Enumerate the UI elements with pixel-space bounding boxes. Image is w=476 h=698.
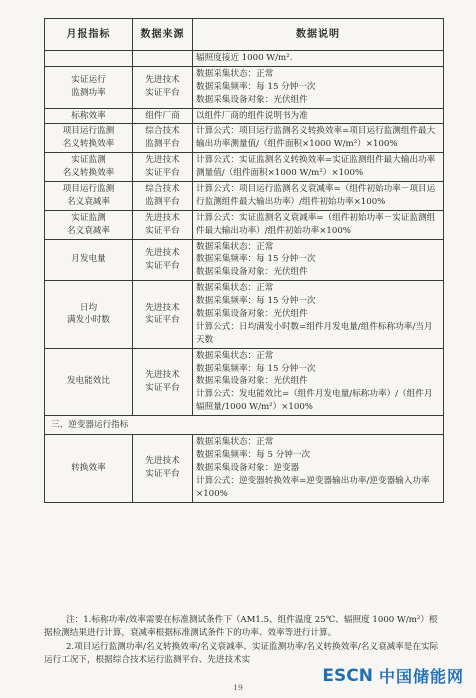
indicator-name-cell bbox=[45, 348, 133, 415]
description-line: 数据采集设备对象：光伏组件 bbox=[196, 309, 308, 320]
table-row bbox=[45, 108, 444, 124]
description-cell bbox=[193, 435, 444, 502]
indicator-name: 满发小时数 bbox=[67, 315, 110, 326]
description-cell bbox=[193, 108, 444, 124]
data-source-cell bbox=[133, 153, 193, 182]
description-line: 计算公式：实证监测名义衰减率=（组件初始功率－实证监测组件最大输出功率）/组件初始功率×100% bbox=[196, 212, 436, 236]
indicator-name-cell bbox=[45, 108, 133, 124]
indicator-name: 监测功率 bbox=[71, 88, 106, 99]
data-source: 监测平台 bbox=[145, 196, 180, 207]
table-row bbox=[45, 182, 444, 211]
indicator-name-cell bbox=[45, 153, 133, 182]
data-source: 实证平台 bbox=[145, 225, 180, 236]
table-row bbox=[45, 435, 444, 502]
description-line: 数据采集状态：正常 bbox=[196, 437, 274, 448]
table-row bbox=[45, 124, 444, 153]
indicator-name-cell bbox=[45, 182, 133, 211]
data-source: 监测平台 bbox=[145, 139, 180, 150]
description-cell bbox=[193, 281, 444, 348]
description-line: 计算公式：实证监测名义转换效率=实证监测组件最大输出功率测量值/（组件面积×1000 W/m²）×100% bbox=[196, 155, 436, 179]
indicator-name: 名义转换效率 bbox=[62, 168, 115, 179]
description-line: 数据采集状态：正常 bbox=[196, 241, 274, 252]
description-line: 以组件厂商的组件说明书为准 bbox=[196, 110, 308, 121]
description-line: 数据采集设备对象：光伏组件 bbox=[196, 94, 308, 105]
description-line: 数据采集设备对象：逆变器 bbox=[196, 462, 300, 473]
description-line: 计算公式：逆变器转换效率=逆变器输出功率/逆变器输入功率×100% bbox=[196, 475, 430, 499]
data-source: 综合技术 bbox=[145, 126, 180, 137]
indicator-name: 发电能效比 bbox=[67, 376, 110, 387]
description-cell: 辐照度接近 1000 W/m². bbox=[193, 51, 444, 67]
indicator-name-cell bbox=[45, 66, 133, 108]
description-line: 计算公式：发电能效比=（组件月发电量/标称功率）/（组件月辐照量/1000 W/m²）×100% bbox=[196, 389, 433, 413]
data-source: 先进技术 bbox=[145, 155, 180, 166]
data-source-cell bbox=[133, 66, 193, 108]
data-source-cell bbox=[133, 435, 193, 502]
header-source: 数据来源 bbox=[133, 19, 193, 51]
table-row-fragment bbox=[45, 51, 444, 67]
data-source: 实证平台 bbox=[145, 168, 180, 179]
data-source: 组件厂商 bbox=[145, 110, 180, 121]
description-line: 数据采集设备对象：光伏组件 bbox=[196, 267, 308, 278]
description-line: 计算公式：日均满发小时数=组件月发电量/组件标称功率/当月天数 bbox=[196, 321, 433, 345]
indicator-name: 名义衰减率 bbox=[67, 225, 110, 236]
indicator-name-cell bbox=[45, 124, 133, 153]
table-row bbox=[45, 210, 444, 239]
indicator-name: 名义衰减率 bbox=[67, 196, 110, 207]
description-line: 数据采集频率：每 5 分钟一次 bbox=[196, 450, 311, 461]
data-source: 先进技术 bbox=[145, 248, 180, 259]
watermark-chinese: 中国储能网 bbox=[378, 667, 464, 686]
data-source-cell bbox=[133, 210, 193, 239]
data-source: 实证平台 bbox=[145, 260, 180, 271]
description-line: 数据采集状态：正常 bbox=[196, 68, 274, 79]
description-line: 计算公式：项目运行监测名义衰减率=（组件初始功率－项目运行监测组件最大输出功率）/组件初始功率×100% bbox=[196, 184, 436, 207]
data-source: 综合技术 bbox=[145, 184, 180, 195]
table-row bbox=[45, 66, 444, 108]
indicator-name: 项目运行监测 bbox=[62, 184, 115, 195]
header-description: 数据说明 bbox=[193, 19, 444, 51]
data-source: 实证平台 bbox=[145, 382, 180, 393]
description-line: 数据采集设备对象：光伏组件 bbox=[196, 376, 308, 387]
table-row bbox=[45, 281, 444, 348]
watermark-logo bbox=[320, 664, 466, 687]
data-source-cell bbox=[133, 348, 193, 415]
indicator-name-cell bbox=[45, 239, 133, 281]
description-line: 数据采集频率：每 15 分钟一次 bbox=[196, 254, 316, 265]
data-source-cell bbox=[133, 239, 193, 281]
indicator-name: 实证监测 bbox=[71, 155, 106, 166]
data-source-cell bbox=[133, 108, 193, 124]
description-cell bbox=[193, 210, 444, 239]
indicator-name: 月发电量 bbox=[71, 254, 106, 265]
description-cell bbox=[193, 182, 444, 211]
data-source: 先进技术 bbox=[145, 456, 180, 467]
description-line: 数据采集频率：每 15 分钟一次 bbox=[196, 296, 316, 307]
indicator-name-cell bbox=[45, 435, 133, 502]
data-source: 实证平台 bbox=[145, 88, 180, 99]
indicator-name: 实证监测 bbox=[71, 212, 106, 223]
table-row bbox=[45, 348, 444, 415]
section-title: 三、逆变器运行指标 bbox=[45, 416, 444, 435]
description-line: 数据采集状态：正常 bbox=[196, 350, 274, 361]
note-2: 2.项目运行监测功率/名义转换效率/名义衰减率、实证监测功率/名义转换效率/名义衰减率是在实际运行工况下，根据综合技术运行监测平台、先进技术实 bbox=[44, 641, 439, 665]
data-source-cell bbox=[133, 124, 193, 153]
data-source: 先进技术 bbox=[145, 212, 180, 223]
description-line: 数据采集状态：正常 bbox=[196, 283, 274, 294]
indicator-table bbox=[44, 18, 444, 503]
data-source: 实证平台 bbox=[145, 315, 180, 326]
description-line: 数据采集频率：每 15 分钟一次 bbox=[196, 81, 316, 92]
data-source: 先进技术 bbox=[145, 370, 180, 381]
data-source: 实证平台 bbox=[145, 469, 180, 480]
table-row bbox=[45, 153, 444, 182]
section-row bbox=[45, 416, 444, 435]
indicator-name: 日均 bbox=[79, 302, 98, 313]
header-indicator: 月报指标 bbox=[45, 19, 133, 51]
description-cell bbox=[193, 153, 444, 182]
indicator-name-cell bbox=[45, 281, 133, 348]
indicator-name: 转换效率 bbox=[71, 462, 106, 473]
description-cell bbox=[193, 348, 444, 415]
data-source-cell bbox=[133, 281, 193, 348]
footnotes bbox=[44, 614, 444, 667]
indicator-name-cell bbox=[45, 210, 133, 239]
indicator-name: 项目运行监测 bbox=[62, 126, 115, 137]
note-1: 注：1.标称功率/效率需要在标准测试条件下（AM1.5、组件温度 25℃、辐照度 1000 W/m²）根据检测结果进行计算，衰减率根据标准测试条件下的功率、效率等进行计算。 bbox=[44, 615, 438, 639]
description-line: 数据采集频率：每 15 分钟一次 bbox=[196, 363, 316, 374]
description-line: 计算公式：项目运行监测名义转换效率=项目运行监测组件最大输出功率测量值/（组件面积×1000 W/m²）×100% bbox=[196, 126, 436, 150]
data-source: 先进技术 bbox=[145, 302, 180, 313]
description-cell bbox=[193, 124, 444, 153]
table-row bbox=[45, 239, 444, 281]
data-source-cell bbox=[133, 182, 193, 211]
indicator-name: 实证运行 bbox=[71, 75, 106, 86]
data-source: 先进技术 bbox=[145, 75, 180, 86]
watermark-latin: ESCN bbox=[322, 665, 373, 686]
table-header-row bbox=[45, 19, 444, 51]
description-cell bbox=[193, 66, 444, 108]
description-cell bbox=[193, 239, 444, 281]
page-number: 19 bbox=[233, 683, 243, 692]
indicator-name: 名义转换效率 bbox=[62, 139, 115, 150]
indicator-name: 标称效率 bbox=[71, 110, 106, 121]
